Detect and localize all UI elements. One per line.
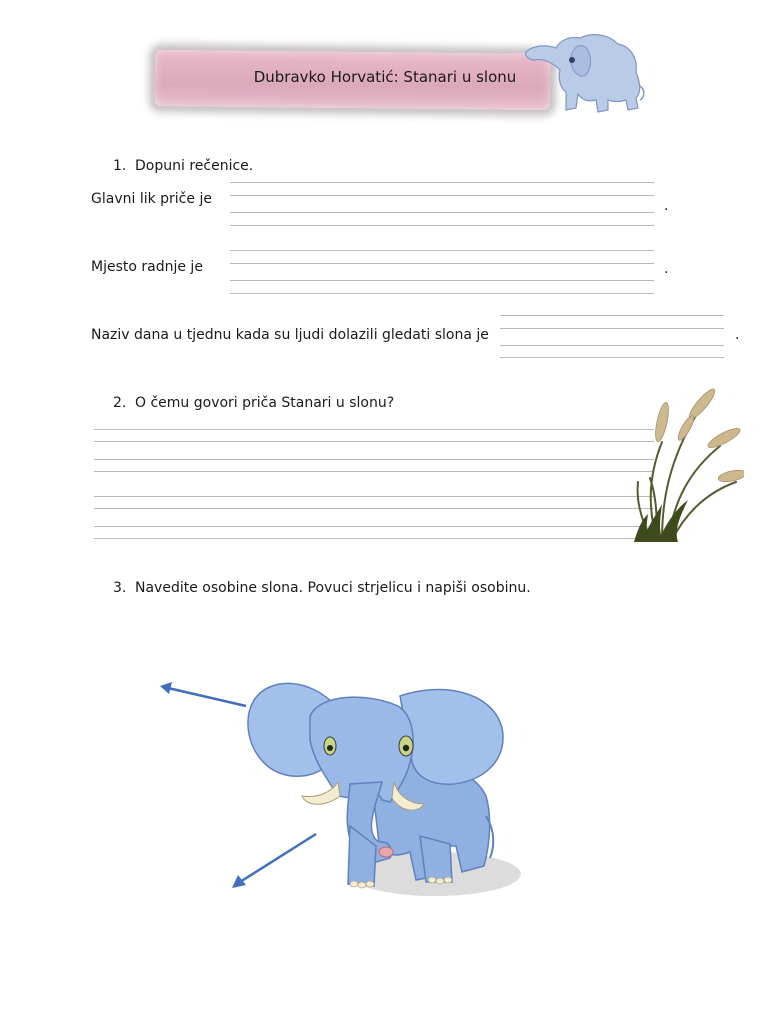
fill-label-main-character: Glavni lik priče je: [91, 191, 212, 207]
question-2: [113, 395, 394, 411]
fill-end-period: .: [664, 261, 669, 277]
elephant-header-image: [522, 26, 647, 118]
elephant-main-image: [240, 676, 530, 902]
question-1-number: 1.: [113, 158, 127, 174]
page-title: Dubravko Horvatić: Stanari u slonu: [253, 68, 517, 86]
answer-area-question-2[interactable]: [94, 428, 654, 540]
question-3-number: 3.: [113, 580, 127, 596]
fill-label-day-of-week: Naziv dana u tjednu kada su ljudi dolazili gledati slona je: [91, 327, 489, 343]
question-1: [113, 158, 253, 174]
answer-field-main-character[interactable]: [230, 183, 654, 227]
fill-end-period: .: [664, 198, 669, 214]
question-1-text: Dopuni rečenice.: [135, 158, 254, 174]
question-2-number: 2.: [113, 395, 127, 411]
fill-end-period: .: [735, 327, 740, 343]
answer-field-day-of-week[interactable]: [500, 316, 724, 358]
question-3: [113, 580, 531, 596]
answer-field-setting[interactable]: [230, 251, 654, 295]
grass-image: [628, 382, 744, 544]
fill-label-setting: Mjesto radnje je: [91, 259, 203, 275]
question-2-text: O čemu govori priča Stanari u slonu?: [135, 395, 395, 411]
question-3-text: Navedite osobine slona. Povuci strjelicu i napiši osobinu.: [135, 580, 531, 596]
arrow-icon: [156, 676, 252, 712]
